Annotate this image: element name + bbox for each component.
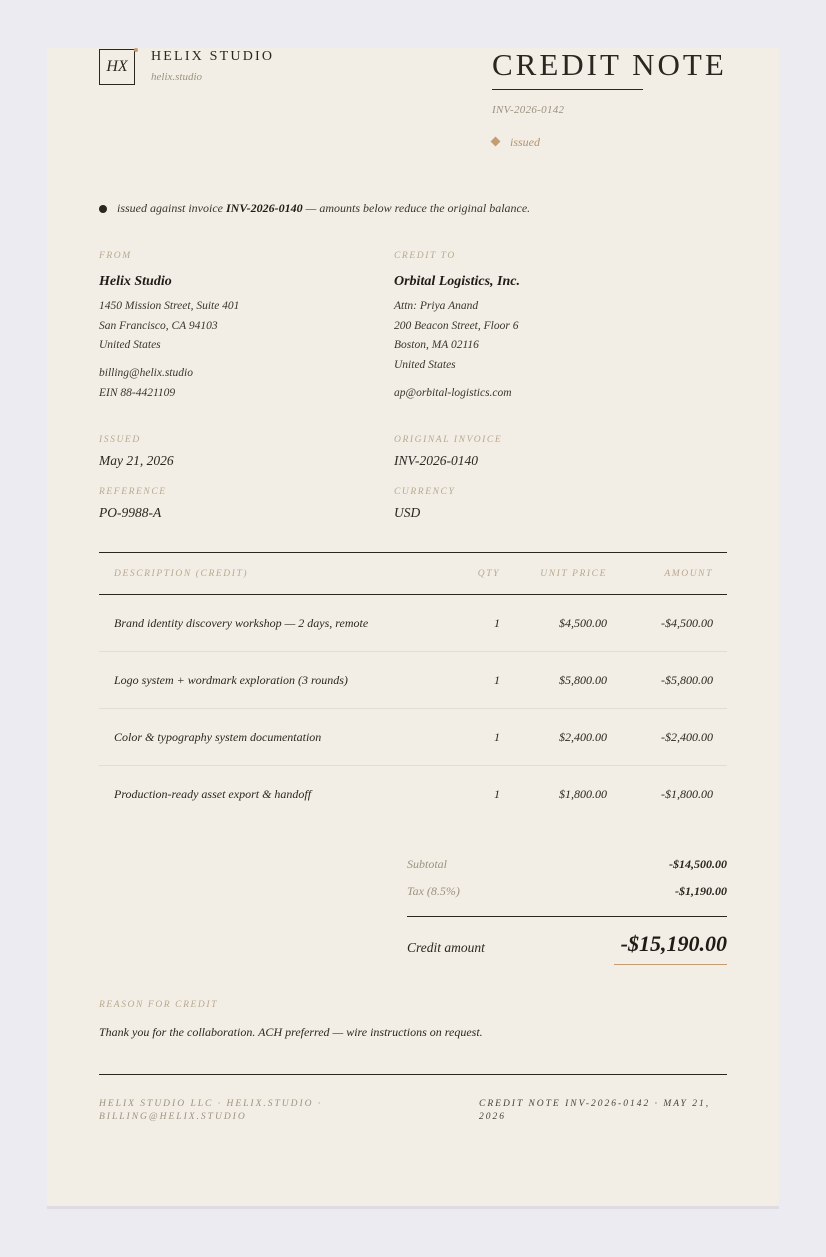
from-contact [99,364,193,403]
currency-value: USD [394,505,421,520]
footer-left-line: HELIX STUDIO LLC · HELIX.STUDIO · [99,1099,323,1109]
tax-label: Tax (8.5%) [407,884,460,898]
issued-date: May 21, 2026 [99,453,174,468]
credit-note-sheet [47,48,779,1209]
reference-value: PO-9988-A [99,505,162,520]
table-row [99,709,727,766]
row-description: Logo system + wordmark exploration (3 rounds) [114,673,348,687]
footer-right-line: CREDIT NOTE INV-2026-0142 · MAY 21, [479,1099,711,1109]
reason-label: REASON FOR CREDIT [99,1000,219,1010]
footer-left-line: BILLING@HELIX.STUDIO [99,1112,247,1122]
from-label: FROM [99,251,132,261]
footer-right-line: 2026 [479,1112,506,1122]
row-qty: 1 [494,673,500,687]
row-unit-price: $2,400.00 [559,730,607,744]
from-address-line: 1450 Mission Street, Suite 401 [99,300,240,312]
footer-right [479,1098,710,1124]
row-unit-price: $4,500.00 [559,616,607,630]
document-number: INV-2026-0142 [492,104,565,116]
credit-amount-underline [614,964,727,965]
reason-text: Thank you for the collaboration. ACH preferred — wire instructions on request. [99,1025,483,1039]
row-amount: -$4,500.00 [661,616,713,630]
from-address [99,297,239,356]
title-underline [492,89,643,90]
from-address-line: United States [99,339,161,351]
row-qty: 1 [494,616,500,630]
row-qty: 1 [494,730,500,744]
notice-suffix: — amounts below reduce the original balance. [305,201,531,215]
credit-to-email: ap@orbital-logistics.com [394,387,512,399]
row-unit-price: $1,800.00 [559,787,607,801]
brand-name: HELIX STUDIO [151,49,275,64]
header-description: DESCRIPTION (CREDIT) [114,569,249,579]
brand-site: helix.studio [151,71,203,83]
credit-to-label: CREDIT TO [394,251,456,261]
from-ein: EIN 88-4421109 [99,386,176,399]
header-unit-price: UNIT PRICE [540,569,607,579]
issued-label: ISSUED [99,435,141,445]
footer-left [99,1098,322,1124]
row-description: Production-ready asset export & handoff [114,787,312,801]
row-unit-price: $5,800.00 [559,673,607,687]
footer-rule [99,1074,727,1075]
subtotal-value: -$14,500.00 [669,857,727,871]
brand-monogram: HX [106,58,128,75]
header-qty: QTY [477,569,500,579]
table-row [99,766,727,822]
currency-label: CURRENCY [394,487,456,497]
credit-amount-label: Credit amount [407,940,485,955]
from-name: Helix Studio [99,274,172,289]
header-amount: AMOUNT [664,569,713,579]
credit-to-address-line: Boston, MA 02116 [394,339,479,351]
credit-to-address-line: Attn: Priya Anand [394,300,479,312]
document-title: CREDIT NOTE [492,47,727,82]
credit-to-name: Orbital Logistics, Inc. [394,274,521,289]
row-amount: -$5,800.00 [661,673,713,687]
credit-to-address [394,297,518,375]
status-badge: issued [510,135,540,149]
row-amount: -$2,400.00 [661,730,713,744]
brand-logo [99,49,135,85]
tax-value: -$1,190.00 [675,884,727,898]
line-items-table [99,552,727,822]
logo-accent-dot [134,48,138,52]
reference-label: REFERENCE [99,487,167,497]
bullet-icon [99,205,107,213]
notice-invoice-number: INV-2026-0140 [225,201,303,215]
table-row [99,652,727,709]
from-email: billing@helix.studio [99,367,193,379]
status-diamond-icon [491,137,501,147]
original-invoice-value: INV-2026-0140 [394,453,478,468]
table-row [99,595,727,652]
totals-rule [407,916,727,917]
subtotal-label: Subtotal [407,857,448,871]
row-qty: 1 [494,787,500,801]
row-description: Brand identity discovery workshop — 2 days, remote [114,616,369,630]
credit-to-address-line: 200 Beacon Street, Floor 6 [394,319,519,332]
row-amount: -$1,800.00 [661,787,713,801]
credit-to-address-line: United States [394,358,456,371]
from-address-line: San Francisco, CA 94103 [99,319,218,332]
table-header [99,553,727,595]
notice-prefix: issued against invoice [117,201,223,215]
credit-amount-value: -$15,190.00 [620,931,727,956]
credit-note-notice [117,201,530,216]
row-description: Color & typography system documentation [114,730,322,744]
original-invoice-label: ORIGINAL INVOICE [394,435,503,445]
